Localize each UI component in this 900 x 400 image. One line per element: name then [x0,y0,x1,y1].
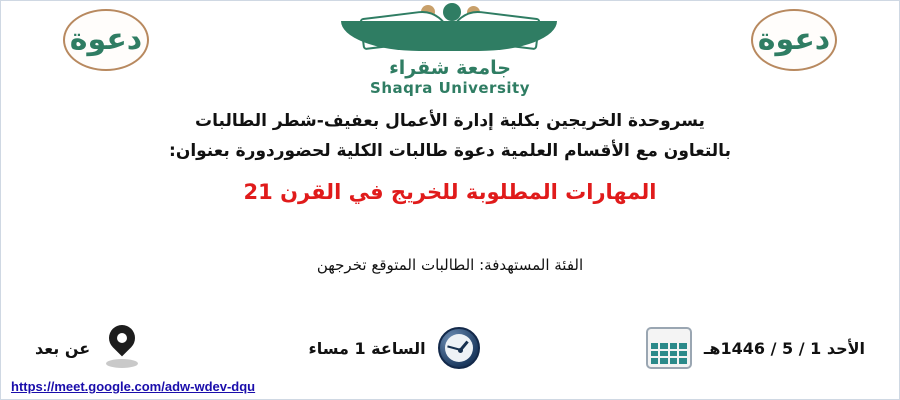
university-logo [320,3,580,97]
event-details-row [1,325,899,371]
meeting-link[interactable]: https://meet.google.com/adw-wdev-dqu [11,379,256,394]
event-date-text: الأحد 1 / 5 / 1446هـ [703,338,865,358]
event-location-item [35,325,142,371]
dawah-logo-right [751,9,837,71]
location-pin-icon [102,325,142,371]
meeting-link-wrapper [11,376,255,395]
event-title: المهارات المطلوبة للخريج في القرن 21 [243,179,657,204]
event-time-text: الساعة 1 مساء [308,338,426,358]
target-audience: الفئة المستهدفة: الطالبات المتوقع تخرجهن [316,256,584,274]
event-date-item [646,327,865,369]
clock-icon [438,327,480,369]
poster-header [1,1,899,97]
invitation-line-2: بالتعاون مع الأقسام العلمية دعوة طالبات الكلية لحضوردورة بعنوان: [169,140,731,161]
dawah-logo-left-label: دعوة [69,22,143,57]
invitation-line-1: يسروحدة الخريجين بكلية إدارة الأعمال بعفيف-شطر الطالبات [195,111,705,131]
university-name-arabic: جامعة شقراء [389,57,511,79]
university-name-english: Shaqra University [370,79,530,97]
event-time-item [309,327,480,369]
event-location-text: عن بعد [35,338,91,358]
calendar-icon [646,327,692,369]
poster-body [1,107,899,208]
dawah-logo-left [63,9,149,71]
dawah-logo-right-label: دعوة [757,22,831,57]
open-book-icon [335,3,565,59]
